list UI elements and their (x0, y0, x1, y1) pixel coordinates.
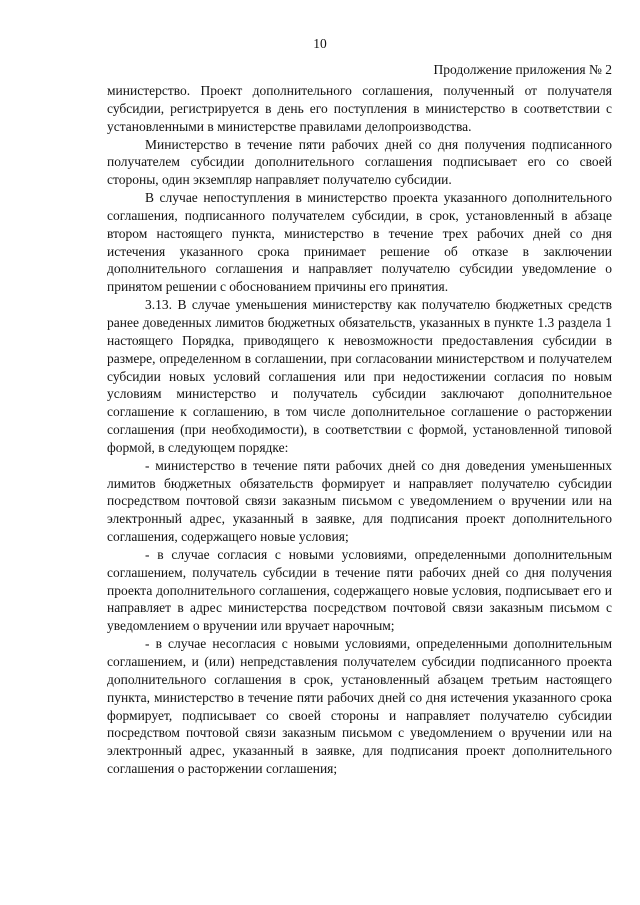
list-item-1: - министерство в течение пяти рабочих дней со дня доведения уменьшенных лимитов бюджетных обязательств формирует и направляет получателю субсидии посредством почтовой связи заказным письмом с уведомлением о вручении или на электронный адрес, указанный в заявке, для подписания проект дополнительного соглашения, содержащего новые условия; (107, 457, 612, 545)
paragraph-3: В случае непоступления в министерство проекта указанного дополнительного соглашения, подписанного получателем субсидии, в срок, установленный в абзаце втором настоящего пункта, министерство в течение трех рабочих дней со дня истечения указанного срока принимает решение об отказе в заключении дополнительного соглашения и направляет получателю субсидии уведомление о принятом решении с обоснованием причины его принятия. (107, 190, 612, 295)
page-number: 10 (313, 36, 327, 51)
document-body (107, 82, 612, 778)
list-item-2: - в случае согласия с новыми условиями, определенными дополнительным соглашением, получатель субсидии в течение пяти рабочих дней со дня получения проекта дополнительного соглашения, содержащего новые условия, подписывает его и направляет в адрес министерства посредством почтовой связи заказным письмом с уведомлением о вручении или вручает нарочным; (107, 546, 612, 634)
paragraph-2: Министерство в течение пяти рабочих дней со дня получения подписанного получателем субсидии дополнительного соглашения подписывает его со своей стороны, один экземпляр направляет получателю субсидии. (107, 136, 612, 188)
paragraph-4-clause-3-13: 3.13. В случае уменьшения министерству как получателю бюджетных средств ранее доведенных лимитов бюджетных обязательств, указанных в пункте 1.3 раздела 1 настоящего Порядка, приводящего к невозможности предоставления субсидии в размере, определенном в соглашении, при согласовании министерством и получателем субсидии новых условий соглашения или при недостижении согласия по новым условиям министерство и получатель субсидии заключают дополнительное соглашение к соглашению, в том числе дополнительное соглашение о расторжении соглашения (при необходимости), в соответствии с формой, установленной типовой формой, в следующем порядке: (107, 297, 612, 455)
appendix-continuation-note: Продолжение приложения № 2 (433, 62, 612, 77)
paragraph-1: министерство. Проект дополнительного соглашения, полученный от получателя субсидии, регистрируется в день его поступления в министерство в соответствии с установленными в министерстве правилами делопроизводства. (107, 83, 612, 134)
list-item-3: - в случае несогласия с новыми условиями, определенными дополнительным соглашением, и (или) непредставления получателем субсидии подписанного проекта дополнительного соглашения в срок, установленный абзацем третьим настоящего пункта, министерство в течение пяти рабочих дней со дня истечения указанного срока формирует, подписывает со своей стороны и направляет получателю субсидии посредством почтовой связи заказным письмом с уведомлением о вручении или на электронный адрес, указанный в заявке, для подписания проект дополнительного соглашения о расторжении соглашения; (107, 636, 612, 777)
